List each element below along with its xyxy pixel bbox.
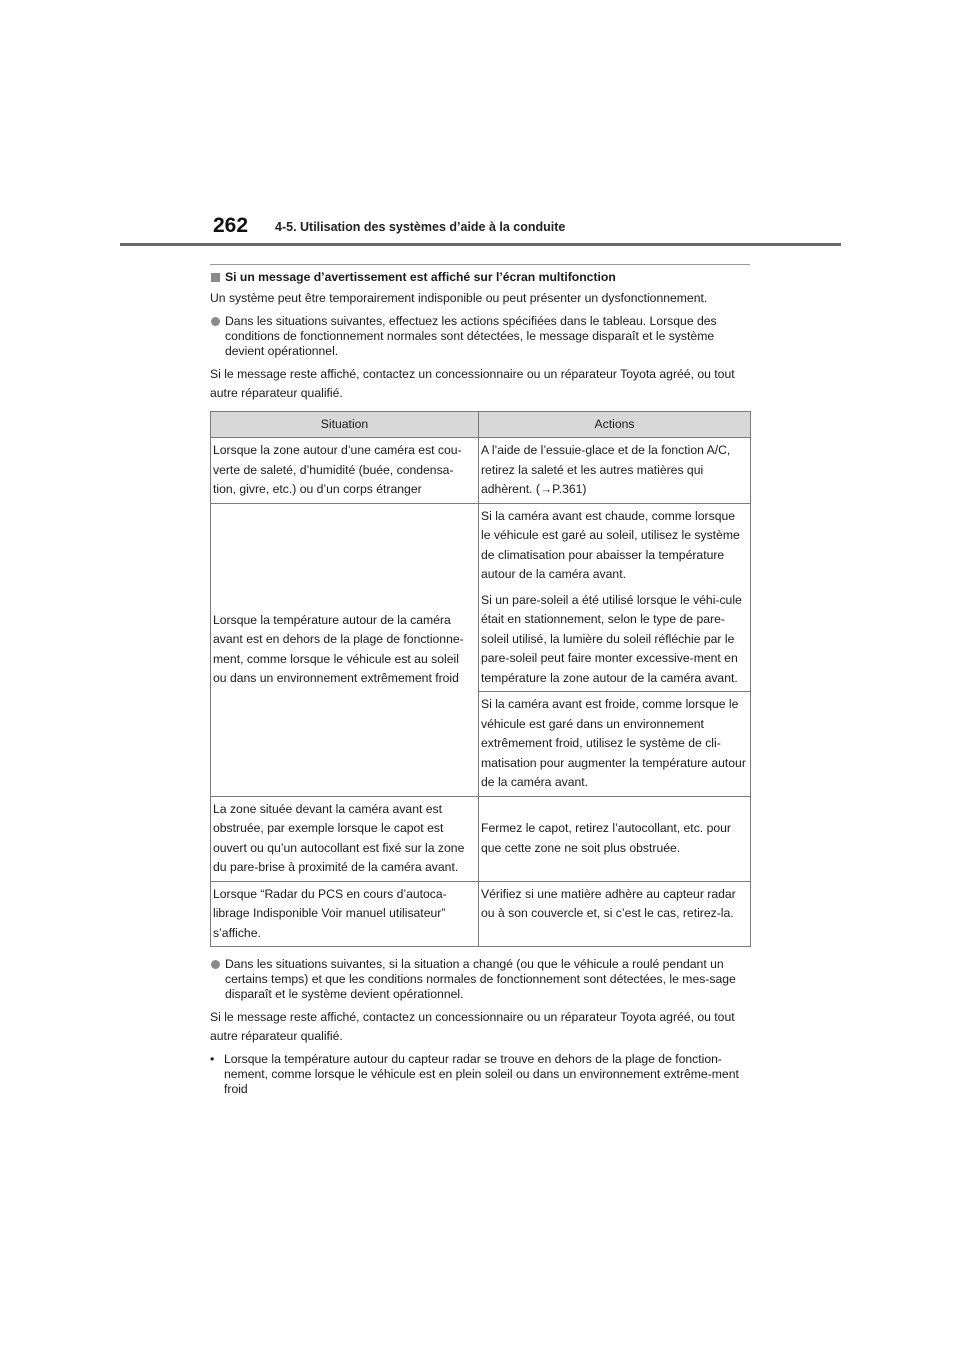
contact-paragraph: Si le message reste affiché, contactez un concessionnaire ou un réparateur Toyota agréé, ou tout autre réparateur qualifié. bbox=[210, 1010, 735, 1043]
table-cell-situation: Lorsque la zone autour d’une caméra est cou-verte de saleté, d’humidité (buée, condensa-tion, givre, etc.) ou d’un corps étranger bbox=[211, 438, 479, 504]
bullet-text: Dans les situations suivantes, effectuez les actions spécifiées dans le tableau. Lorsque des conditions de fonctionnement normales sont détectées, le message disparaît et le système devient opérationnel. bbox=[225, 314, 717, 358]
contact-paragraph: Si le message reste affiché, contactez un concessionnaire ou un réparateur Toyota agréé, ou tout autre réparateur qualifié. bbox=[210, 367, 735, 400]
table-row bbox=[211, 881, 751, 947]
bullet-item bbox=[210, 957, 750, 1002]
table-header-row bbox=[211, 412, 751, 438]
list-bullet-mark: • bbox=[210, 1052, 215, 1066]
square-bullet-icon bbox=[211, 273, 220, 282]
table-cell-situation: Lorsque la température autour de la caméra avant est en dehors de la plage de fonctionne-ment, comme lorsque le véhicule est au soleil ou dans un environnement extrêmement froid bbox=[211, 503, 479, 796]
table-cell-action: Vérifiez si une matière adhère au capteur radar ou à son couvercle et, si c’est le cas, retirez-la. bbox=[479, 881, 751, 947]
table-cell-action: Fermez le capot, retirez l’autocollant, etc. pour que cette zone ne soit plus obstruée. bbox=[479, 796, 751, 881]
bullet-item bbox=[210, 314, 750, 359]
table-cell-action: Si la caméra avant est froide, comme lorsque le véhicule est garé dans un environnement extrêmement froid, utilisez le système de cli-matisation pour augmenter la température autour de la caméra avant. bbox=[479, 692, 751, 797]
table-cell-situation: Lorsque “Radar du PCS en cours d’autoca-librage Indisponible Voir manuel utilisateur” s’affiche. bbox=[211, 881, 479, 947]
bullet-text: Dans les situations suivantes, si la situation a changé (ou que le véhicule a roulé pendant un certains temps) et que les conditions normales de fonctionnement sont détectées, le mes-sage disparaît et le système devient opérationnel. bbox=[225, 957, 736, 1001]
situation-actions-table bbox=[210, 411, 751, 947]
page-content bbox=[210, 264, 750, 1097]
action-paragraph: Si la caméra avant est chaude, comme lorsque le véhicule est garé au soleil, utilisez le système de climatisation pour abaisser la température autour de la caméra avant. bbox=[481, 508, 740, 581]
circle-bullet-icon bbox=[211, 317, 220, 326]
page-number: 262 bbox=[213, 214, 249, 237]
table-header-actions: Actions bbox=[479, 412, 751, 438]
list-item bbox=[210, 1052, 750, 1097]
header-rule bbox=[120, 243, 841, 246]
list-item-text: Lorsque la température autour du capteur radar se trouve en dehors de la plage de fonction-nement, comme lorsque le véhicule est en plein soleil ou dans un environnement extrême-ment froid bbox=[224, 1052, 739, 1096]
table-cell-action bbox=[479, 503, 751, 692]
table-row bbox=[211, 503, 751, 692]
table-row bbox=[211, 438, 751, 504]
table-cell-action: A l’aide de l’essuie-glace et de la fonction A/C, retirez la saleté et les autres matières qui adhèrent. (→P.361) bbox=[479, 438, 751, 504]
section-divider bbox=[210, 264, 750, 265]
section-heading-text: Si un message d’avertissement est affiché sur l’écran multifonction bbox=[225, 270, 616, 284]
section-title: 4-5. Utilisation des systèmes d’aide à la conduite bbox=[275, 220, 566, 234]
action-paragraph: Si un pare-soleil a été utilisé lorsque le véhi-cule était en stationnement, selon le type de pare-soleil utilisé, la lumière du soleil réfléchie par le pare-soleil peut faire monter excessive-ment en température la zone autour de la caméra avant. bbox=[481, 592, 742, 685]
section-heading bbox=[210, 270, 750, 285]
table-row bbox=[211, 796, 751, 881]
intro-paragraph: Un système peut être temporairement indisponible ou peut présenter un dysfonctionnement. bbox=[210, 291, 708, 305]
table-header-situation: Situation bbox=[211, 412, 479, 438]
table-cell-situation: La zone située devant la caméra avant est obstruée, par exemple lorsque le capot est ouvert ou qu’un autocollant est fixé sur la zone du pare-brise à proximité de la caméra avant. bbox=[211, 796, 479, 881]
circle-bullet-icon bbox=[211, 960, 220, 969]
